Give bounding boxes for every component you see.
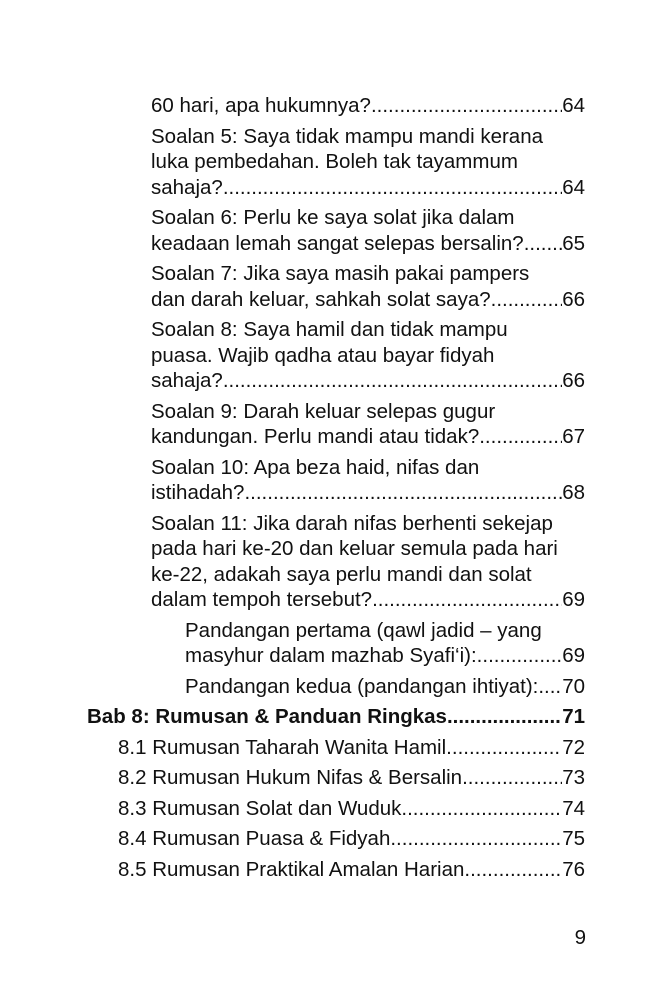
toc-entry-text: Bab 8: Rumusan & Panduan Ringkas [87,705,447,728]
toc-page-number: 73 [562,766,585,789]
toc-entry-text: dalam tempoh tersebut? [151,588,373,611]
toc-entry-text: 8.4 Rumusan Puasa & Fidyah [118,827,391,850]
page-number: 9 [574,926,586,949]
toc-page-number: 75 [562,827,585,850]
dot-leader [524,231,563,257]
toc-line [0,511,585,537]
toc-line [0,562,585,588]
toc-entry[interactable] [0,511,670,613]
toc-entry[interactable] [0,261,670,312]
toc-line [0,124,585,150]
dot-leader [372,587,562,613]
dot-leader [371,93,562,119]
toc-line [0,455,585,481]
dot-leader [464,857,562,883]
toc-entry-text: kandungan. Perlu mandi atau tidak? [151,425,480,448]
toc-line [0,735,585,761]
toc-entry-text: luka pembedahan. Boleh tak tayammum [151,150,518,173]
toc-page-number: 67 [562,425,585,448]
dot-leader [538,674,562,700]
toc-entry-text: Soalan 5: Saya tidak mampu mandi kerana [151,124,544,148]
dot-leader [477,643,563,669]
table-of-contents [0,93,670,882]
toc-entry-text: puasa. Wajib qadha atau bayar fidyah [151,343,495,367]
toc-page-number: 64 [562,175,585,199]
toc-page-number: 70 [562,674,585,698]
toc-entry-text: 8.3 Rumusan Solat dan Wuduk [118,796,402,820]
toc-line [0,231,585,257]
toc-entry[interactable] [0,455,670,506]
toc-entry-text: keadaan lemah sangat selepas bersalin? [151,231,524,255]
toc-line [0,674,585,700]
dot-leader [447,704,562,730]
toc-line [0,205,585,231]
toc-page-number: 74 [562,796,585,820]
toc-entry-text: Pandangan kedua (pandangan ihtiyat): [185,674,539,698]
toc-entry-text: Soalan 10: Apa beza haid, nifas dan [151,455,480,479]
toc-line [0,765,585,791]
toc-entry-text: pada hari ke-20 dan keluar semula pada hari [151,537,558,560]
toc-entry-text: Soalan 6: Perlu ke saya solat jika dalam [151,206,515,229]
toc-line [0,368,585,394]
dot-leader [223,368,562,394]
dot-leader [390,826,562,852]
toc-entry[interactable] [0,317,670,394]
toc-page-number: 76 [562,857,585,881]
toc-entry[interactable] [0,826,670,852]
toc-line [0,796,585,822]
toc-line [0,175,585,201]
toc-page-number: 64 [562,94,585,117]
toc-line [0,704,585,730]
toc-line [0,317,585,343]
toc-page-number: 68 [562,481,585,504]
toc-entry-text: sahaja? [151,369,223,392]
toc-page-number: 69 [562,588,585,611]
toc-entry-text: Soalan 8: Saya hamil dan tidak mampu [151,318,508,341]
toc-entry-text: ke-22, adakah saya perlu mandi dan solat [151,562,532,586]
dot-leader [462,765,562,791]
toc-page-number: 66 [562,369,585,392]
toc-line [0,149,585,175]
toc-page-number: 72 [562,735,585,759]
toc-entry[interactable] [0,93,670,119]
toc-entry[interactable] [0,704,670,730]
toc-entry-text: Soalan 11: Jika darah nifas berhenti sekejap [151,511,553,535]
toc-entry-text: Soalan 9: Darah keluar selepas gugur [151,399,496,423]
toc-line [0,93,585,119]
toc-line [0,287,585,313]
toc-entry[interactable] [0,399,670,450]
toc-entry-text: dan darah keluar, sahkah solat saya? [151,287,491,311]
toc-line [0,343,585,369]
toc-entry[interactable] [0,857,670,883]
toc-page-number: 66 [562,287,585,311]
dot-leader [446,735,562,761]
toc-entry[interactable] [0,674,670,700]
toc-line [0,826,585,852]
toc-line [0,424,585,450]
dot-leader [223,175,562,201]
toc-entry-text: masyhur dalam mazhab Syafi‘i): [185,644,477,667]
toc-entry-text: 60 hari, apa hukumnya? [151,94,371,117]
toc-entry[interactable] [0,205,670,256]
toc-line [0,643,585,669]
toc-entry[interactable] [0,735,670,761]
toc-entry-text: Pandangan pertama (qawl jadid – yang [185,618,542,642]
toc-entry-text: istihadah? [151,481,245,504]
toc-page-number: 69 [562,644,585,667]
toc-line [0,618,585,644]
toc-entry[interactable] [0,618,670,669]
dot-leader [244,480,562,506]
dot-leader [491,287,563,313]
toc-entry-text: 8.2 Rumusan Hukum Nifas & Bersalin [118,766,463,789]
toc-line [0,857,585,883]
toc-line [0,261,585,287]
toc-entry-text: Soalan 7: Jika saya masih pakai pampers [151,262,530,285]
toc-entry-text: 8.1 Rumusan Taharah Wanita Hamil [118,735,447,759]
dot-leader [401,796,562,822]
toc-entry[interactable] [0,796,670,822]
toc-page-number: 65 [562,231,585,255]
toc-line [0,399,585,425]
toc-line [0,536,585,562]
toc-entry[interactable] [0,124,670,201]
toc-entry-text: sahaja? [151,175,223,199]
dot-leader [479,424,562,450]
toc-entry[interactable] [0,765,670,791]
toc-page-number: 71 [562,705,585,728]
toc-line [0,587,585,613]
toc-entry-text: 8.5 Rumusan Praktikal Amalan Harian [118,857,465,881]
toc-line [0,480,585,506]
